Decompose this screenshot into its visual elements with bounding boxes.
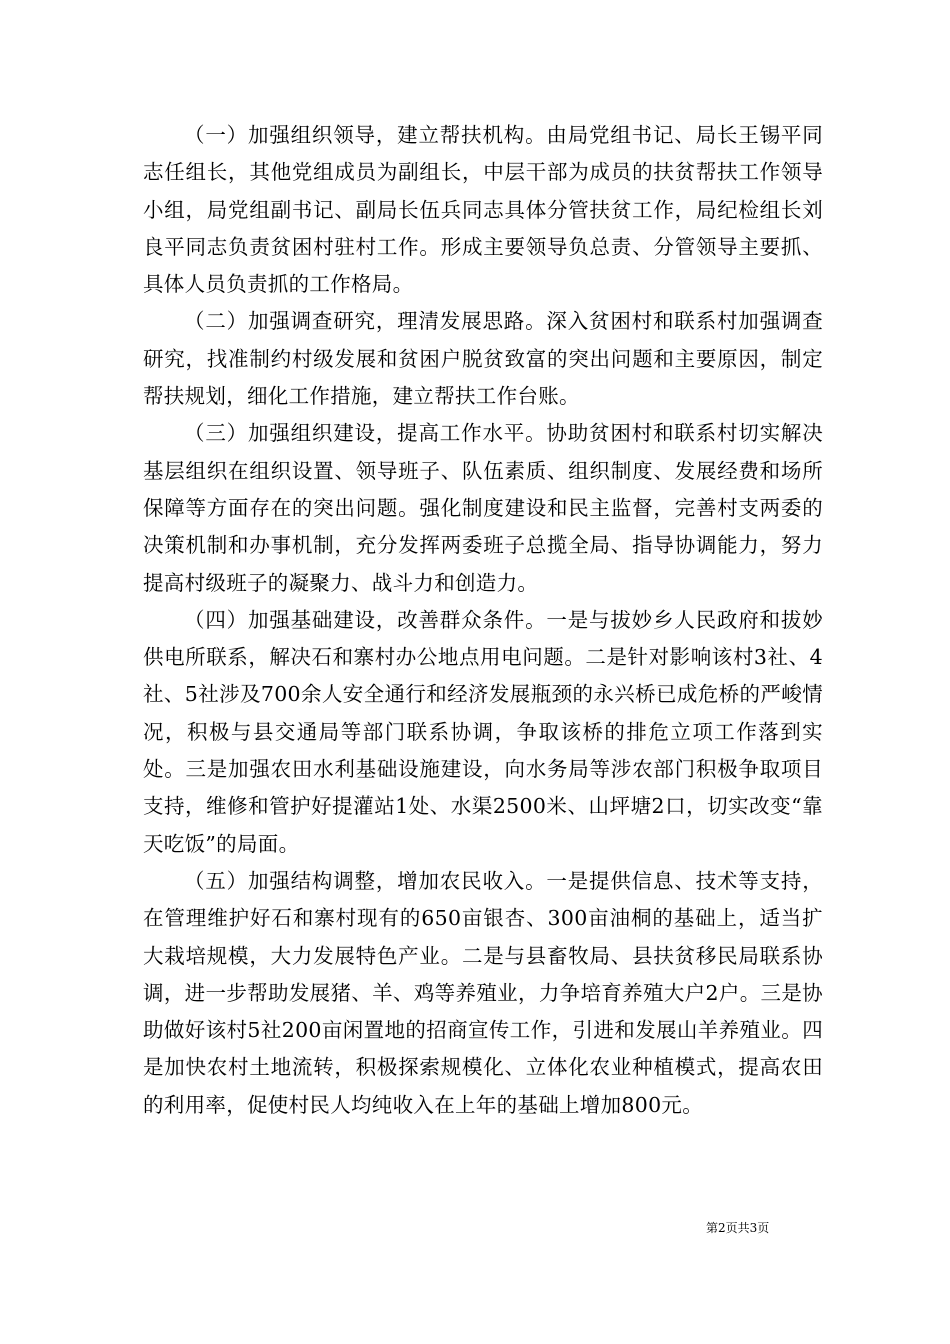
page-number: 第2页共3页 xyxy=(706,1221,770,1235)
paragraph-3: （三）加强组织建设，提高工作水平。协助贫困村和联系村切实解决基层组织在组织设置、领导班子、队伍素质、组织制度、发展经费和场所保障等方面存在的突出问题。强化制度建设和民主监督，完善村支两委的决策机制和办事机制，充分发挥两委班子总揽全局、指导协调能力，努力提高村级班子的凝聚力、战斗力和创造力。 xyxy=(143,421,823,595)
paragraph-5: （五）加强结构调整，增加农民收入。一是提供信息、技术等支持，在管理维护好石和寨村现有的650亩银杏、300亩油桐的基础上，适当扩大栽培规模，大力发展特色产业。二是与县畜牧局、县扶贫移民局联系协调，进一步帮助发展猪、羊、鸡等养殖业，力争培育养殖大户2户。三是协助做好该村5社200亩闲置地的招商宣传工作，引进和发展山羊养殖业。四是加快农村土地流转，积极探索规模化、立体化农业种植模式，提高农田的利用率，促使村民人均纯收入在上年的基础上增加800元。 xyxy=(143,868,823,1117)
document-body xyxy=(143,117,823,1124)
paragraph-2: （二）加强调查研究，理清发展思路。深入贫困村和联系村加强调查研究，找准制约村级发展和贫困户脱贫致富的突出问题和主要原因，制定帮扶规划，细化工作措施，建立帮扶工作台账。 xyxy=(143,309,823,409)
paragraph-4: （四）加强基础建设，改善群众条件。一是与拔妙乡人民政府和拔妙供电所联系，解决石和寨村办公地点用电问题。二是针对影响该村3社、4社、5社涉及700余人安全通行和经济发展瓶颈的永兴桥已成危桥的严峻情况，积极与县交通局等部门联系协调，争取该桥的排危立项工作落到实处。三是加强农田水利基础设施建设，向水务局等涉农部门积极争取项目支持，维修和管护好提灌站1处、水渠2500米、山坪塘2口，切实改变“靠天吃饭”的局面。 xyxy=(143,607,823,856)
paragraph-1: （一）加强组织领导，建立帮扶机构。由局党组书记、局长王锡平同志任组长，其他党组成员为副组长，中层干部为成员的扶贫帮扶工作领导小组，局党组副书记、副局长伍兵同志具体分管扶贫工作，局纪检组长刘良平同志负责贫困村驻村工作。形成主要领导负总责、分管领导主要抓、具体人员负责抓的工作格局。 xyxy=(143,123,823,297)
